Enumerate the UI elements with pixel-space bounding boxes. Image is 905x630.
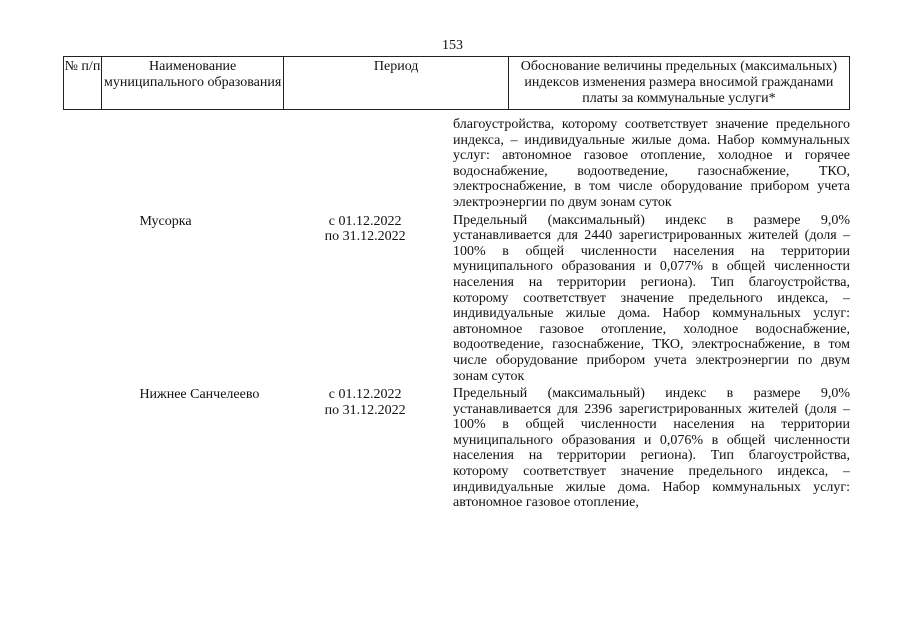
header-number: № п/п <box>64 57 102 109</box>
period-to: по 31.12.2022 <box>324 229 406 245</box>
period-to: по 31.12.2022 <box>324 402 406 418</box>
justification-text: Предельный (максимальный) индекс в размере 9,0% устанавливается для 2440 зарегистрированных жителей (доля – 100% в общей численности населения на территории муниципального образования и 0,077% в общей численности населения на территории региона). Тип благоустройства, которому соответствует значение предельного индекса, – индивидуальные жилые дома. Набор коммунальных услуг: автономное газовое отопление, холодное водоснабжение, водоотведение, газоснабжение, ТКО, электроснабжение, в том числе оборудование прибором учета электроэнергии по двум зонам суток <box>453 212 850 384</box>
municipality-name: Нижнее Санчелеево <box>139 387 260 403</box>
table-row <box>63 117 850 211</box>
period-cell <box>267 386 463 511</box>
table-header <box>63 56 850 110</box>
table-row <box>63 386 850 511</box>
table-row <box>63 213 850 385</box>
header-justification: Обоснование величины предельных (максимальных) индексов изменения размера вносимой гражданами платы за коммунальные услуги* <box>520 59 838 106</box>
page-number: 153 <box>442 38 463 53</box>
header-municipality: Наименование муниципального образования <box>102 57 285 109</box>
municipality-name: Мусорка <box>139 213 192 229</box>
period-from: с 01.12.2022 <box>328 387 402 403</box>
table-body <box>63 117 850 625</box>
justification-text: Предельный (максимальный) индекс в размере 9,0% устанавливается для 2396 зарегистрированных жителей (доля – 100% в общей численности населения на территории муниципального образования и 0,076% в общей численности населения на территории региона). Тип благоустройства, которому соответствует значение предельного индекса, – индивидуальные жилые дома. Набор коммунальных услуг: автономное газовое отопление, <box>453 386 850 511</box>
period-cell <box>267 213 463 385</box>
header-period: Период <box>284 57 508 109</box>
period-from: с 01.12.2022 <box>328 213 402 229</box>
continuation-text: благоустройства, которому соответствует значение предельного индекса, – индивидуальные жилые дома. Набор коммунальных услуг: автономное газовое отопление, холодное и горячее водоснабжение, водоотведение, газоснабжение, ТКО, электроснабжение, в том числе оборудование прибором учета электроэнергии по двум зонам суток <box>453 117 850 210</box>
